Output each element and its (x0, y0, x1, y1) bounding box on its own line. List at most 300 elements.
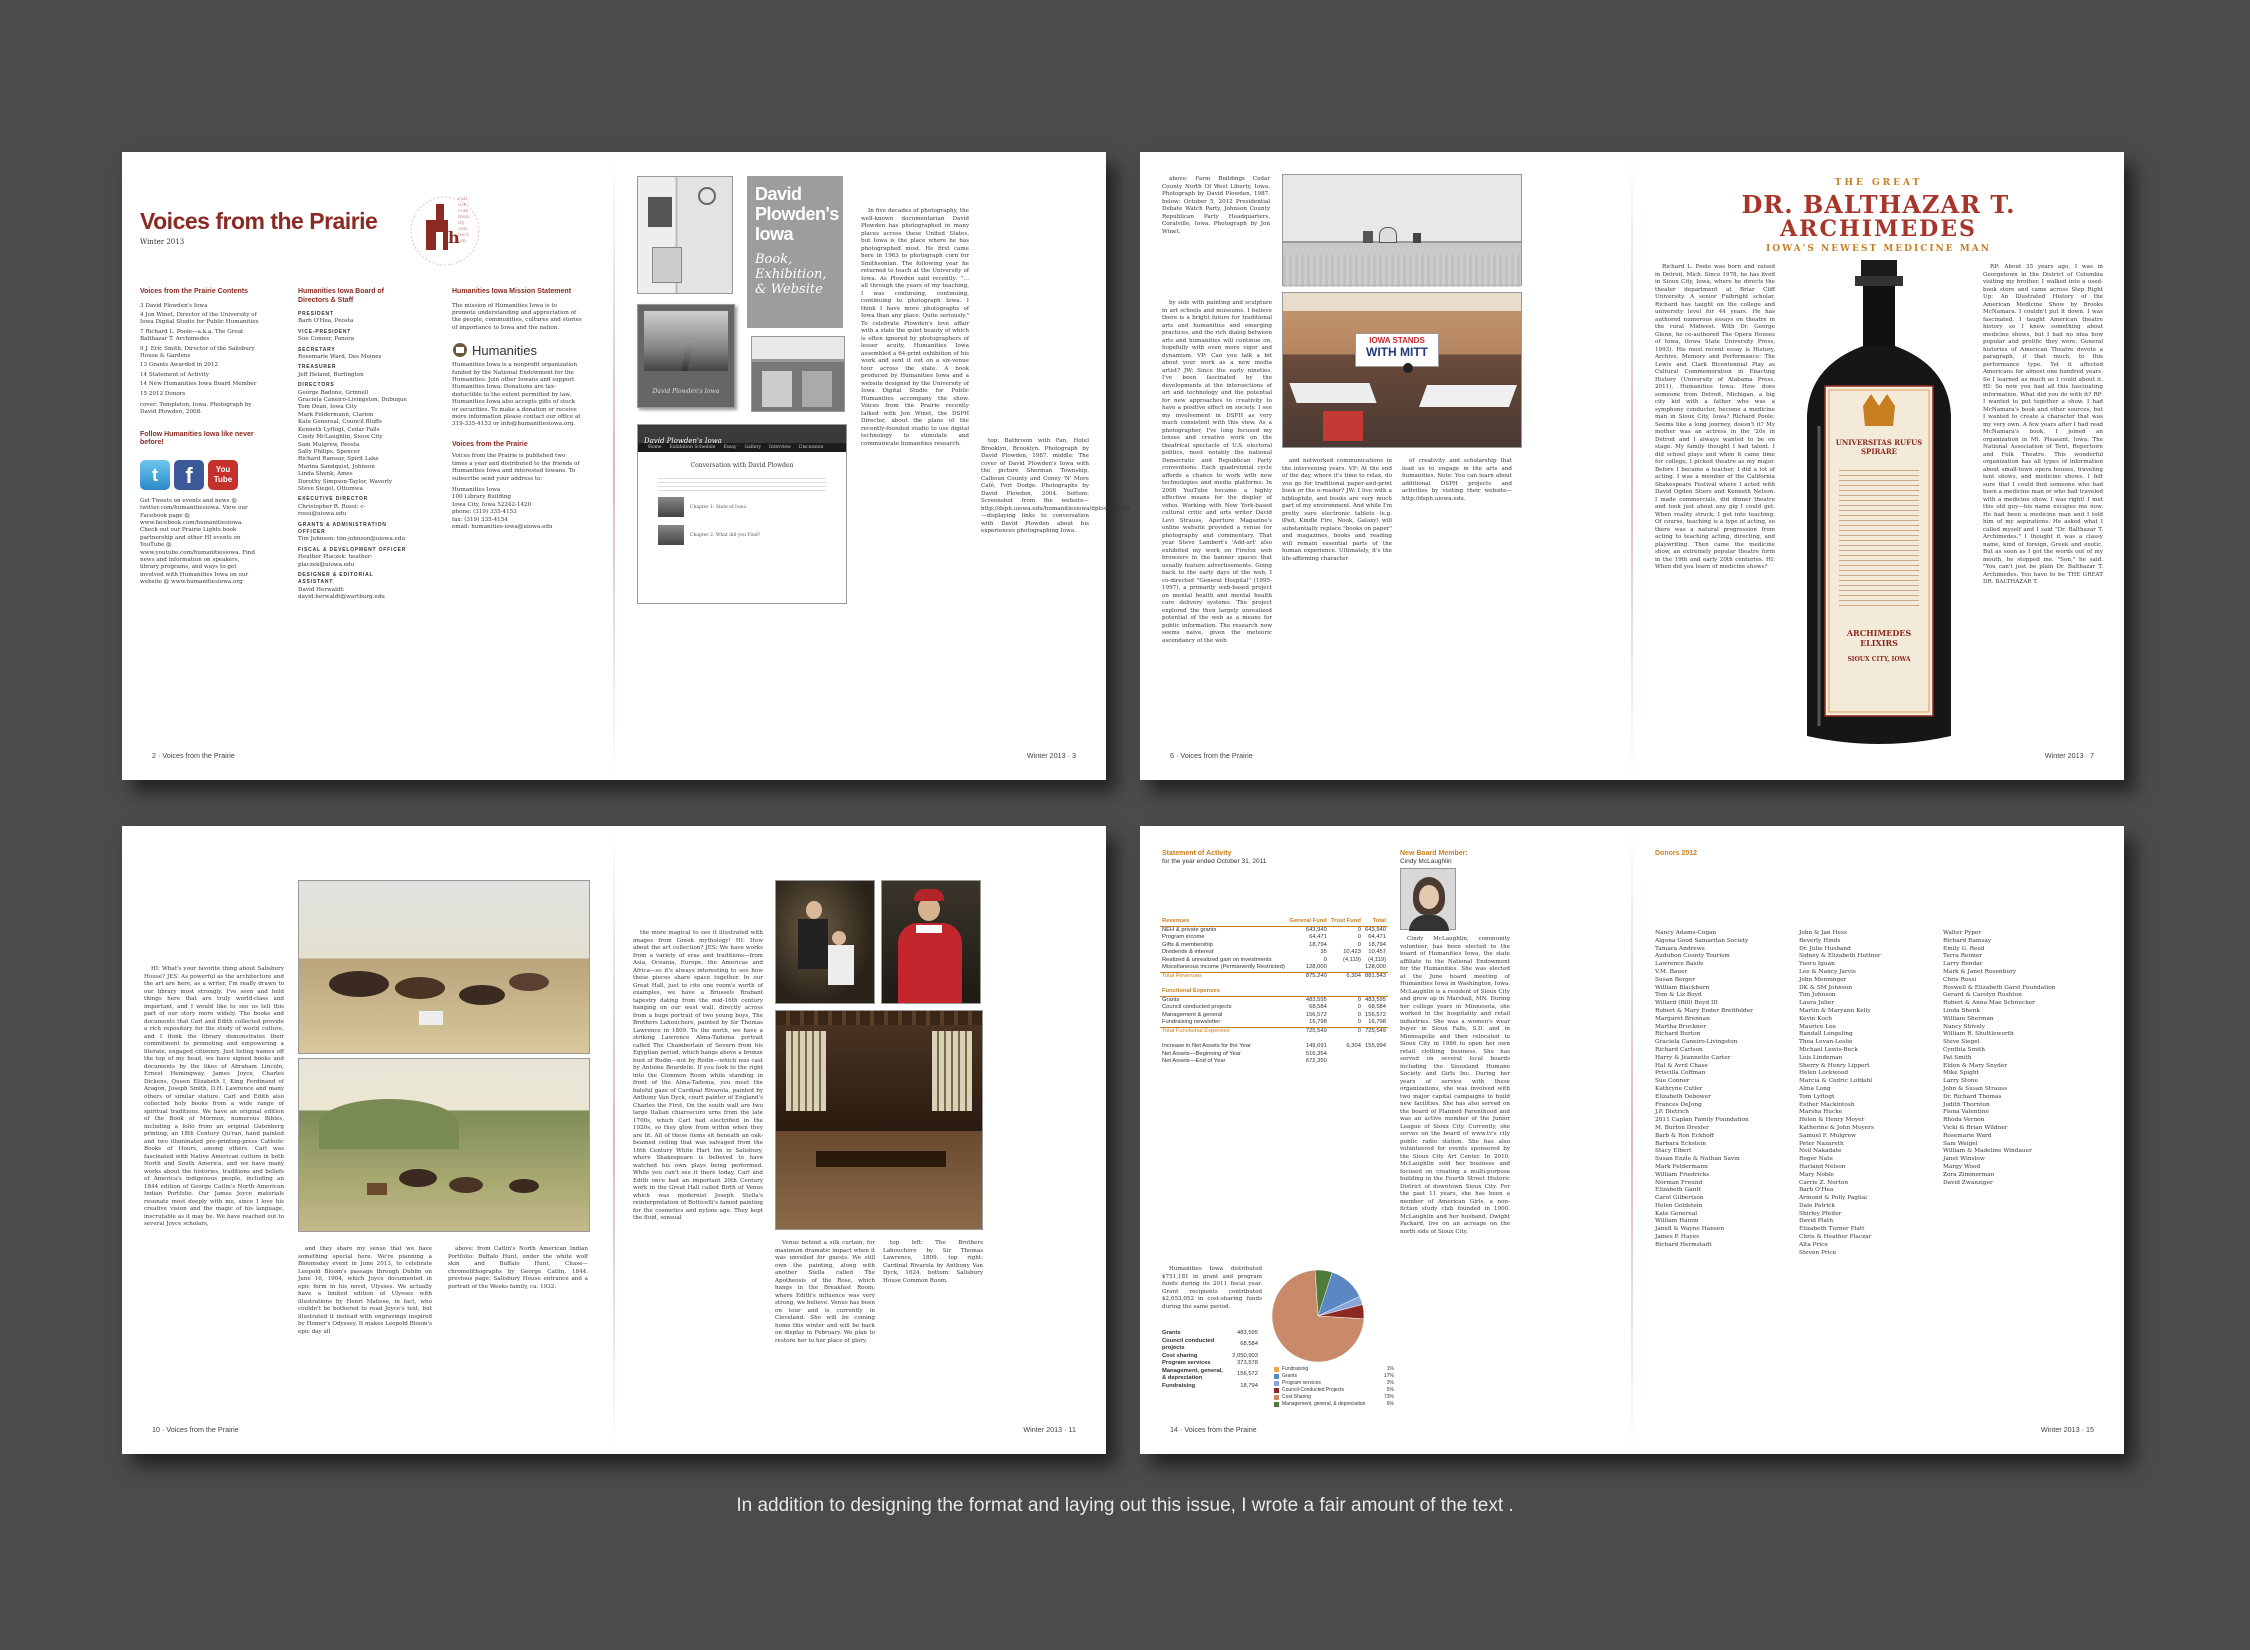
tagline: IOWA'S NEWEST MEDICINE MAN (1766, 244, 1991, 254)
legend-value: 73% (1383, 1394, 1394, 1400)
new-board-heading: New Board Member: (1400, 850, 1468, 857)
donor-name: John Menninger (1799, 976, 1847, 983)
spread-4 (1140, 826, 2124, 1454)
feature-subtitle: Book, Exhibition, & Website (755, 252, 827, 297)
donor-name: Janet Winslow (1943, 1156, 1985, 1163)
row-value (1363, 1051, 1388, 1059)
salisbury-col-4 (775, 1240, 875, 1416)
grant-summary-row (1160, 1353, 1260, 1361)
donor-name: Marcia & Cedric Lofdahl (1799, 1078, 1873, 1085)
board-member: Mark Feldermann, Clarion (298, 411, 374, 418)
donor-name: Neil Nakadate (1799, 1148, 1842, 1155)
neh-logo (452, 342, 582, 358)
donor-name: Peter Nazareth (1799, 1140, 1844, 1147)
row-label: Grants (1162, 1330, 1181, 1336)
bottle-label-1: UNIVERSITAS RUFUS SPIRARE (1835, 438, 1923, 456)
soa-subheading: for the year ended October 31, 2011 (1162, 858, 1267, 865)
donor-name: James P. Hayes (1655, 1234, 1700, 1241)
facebook-icon[interactable]: f (174, 460, 204, 490)
donor-name: Susan Enzle & Nathan Savin (1655, 1156, 1740, 1163)
donor-name: Graciela Caneiro-Livingston (1655, 1039, 1738, 1046)
donor-name: Sidney & Elizabeth Huttner (1799, 953, 1881, 960)
salisbury-col-3 (633, 930, 763, 1416)
humanities-logo (402, 188, 488, 274)
photo-captions-text: above: Farm Buildings Cedar County North Of West Liberty, Iowa. Photograph by David Plowden, 1987. below: October 5, 2012 Presidential Debate Watch Party, Johnson County Republican Party Headquarters, Coralville, Iowa. Photograph by Jon Winet. (1162, 176, 1270, 235)
legend-swatch (1274, 1402, 1279, 1407)
grant-summary-row (1160, 1360, 1260, 1368)
donor-name: Mark Feldermann (1655, 1163, 1708, 1170)
contents-list (140, 303, 260, 398)
donor-name: Yuoru Iguan (1799, 961, 1835, 968)
donor-name: Vicki & Brian Wildner (1943, 1124, 2008, 1131)
board-role: EXECUTIVE DIRECTOR (298, 496, 369, 503)
grant-summary-row (1160, 1338, 1260, 1353)
row-value: 68,584 (1309, 1004, 1327, 1010)
donor-name: Barb O'Hea (1799, 1187, 1834, 1194)
legend-entry (1274, 1401, 1394, 1408)
website-nav (638, 443, 846, 452)
feature-body-text: In five decades of photography, the well-known documentarian David Plowden has photographed in many places across these United States, but Iowa is the place where he has photographed most. He first came here in 1963 to photograph corn for Smithsonian. The following year he returned to teach at the University of Iowa. As Plowden said recently: "... all through the years of my teaching, I was continuing, continuing, continuing to photograph Iowa. I think I have more photographs of Iowa than any place. Quite seriously." To celebrate Plowden's love affair with a state the quiet beauty of which is often ignored by photographers of lesser acuity, Humanities Iowa assembled a 64-print exhibition of his work and sent it out on a six-venue tour across the state. A book produced by Humanities Iowa and a website designed by the University of Iowa Digital Studio for Public Humanities accompany the show. Voices from the Prairie recently talked with Jon Winet, the DSPH Director, about the plans of the recently-founded studio to use digital technology to stimulate and communicate humanities research. (861, 208, 969, 447)
row-value: 0 (1357, 996, 1361, 1003)
donor-name: William Sherman (1943, 1015, 1994, 1022)
spread-2 (1140, 152, 2124, 780)
donor-name: Lee & Nancy Jarvis (1799, 968, 1856, 975)
row-value: 0 (1357, 1011, 1361, 1018)
donor-name: Harry & Jeannette Carter (1655, 1054, 1731, 1061)
website-title: David Plowden's Iowa (644, 437, 722, 445)
donor-name: Nancy Shively (1943, 1023, 1986, 1030)
revenue-row (1160, 949, 1388, 957)
row-value: (4,119) (1342, 956, 1361, 963)
row-value: 68,584 (1240, 1341, 1258, 1348)
board-member: Dorothy Simpson-Taylor, Waverly (298, 478, 392, 485)
row-value: 64,471 (1309, 934, 1327, 940)
website-nav-item[interactable]: Discussion (798, 445, 824, 450)
donor-name: Steve Siegel (1943, 1039, 1980, 1046)
net-asset-rows (1160, 1043, 1388, 1066)
donor-name: Audubon County Tourism (1655, 953, 1730, 960)
board-member: Barb O'Hea, Peosta (298, 318, 354, 325)
row-value: 2,050,903 (1232, 1352, 1258, 1359)
exp-total-label: Total Functional Expenses (1162, 1027, 1230, 1034)
donor-name: Norman Freund (1655, 1179, 1703, 1186)
donor-name: Dr. Julie Husband (1799, 945, 1851, 952)
interview-col-1-text: by side with painting and sculpture in art schools and museums. I believe there is a bright future for traditional arts and humanities and emerging practices, and the rich dialog between arts and humanities will continue on, hopefully with even more vigor and dynamism. VP: Can you talk a bit about your work as a new media artist? JW: Since the early nineties, I've been fascinated by the developments at the intersections of art and technology and the potential for new approaches to creativity to have a positive effect on society. I see my involvement in DSPH as very much consistent with this view. As a photographer, I've long focused my lenses and creative work on the theatrical spectacle of U.S. electoral politics, most notably the national Democratic and Republican Party conventions. Each quadrennial cycle affords a chance to work with new technologies and media platforms. In 2008 YouTube became a highly effective means for the display of video. Working with New York-based cultural critic and arts writer David Levi Strauss, Aperture Magazine's online website provided a venue for photography and commentary. That year Steve Lambert's 'Add-art' also exhibited my work on Firefox web browsers in the banner spaces that usually feature advertisements. Going back to the early days of the web, I co-directed "General Hospital" (1995-1997), a primarily web-based project on mental health and mental health care delivery systems. The project explored the then largely unrealized potential of the web as a means for public information. The research now seems naive, given the meteoric ascendancy of the web (1162, 300, 1272, 644)
folio: 6 · Voices from the Prairie (1170, 751, 1253, 760)
board-member: Sam Mulgrew, Peosta (298, 441, 360, 448)
feature-captions-text: top: Bathroom with Fan, Hotel Brooklyn, Brooklyn. Photograph by David Plowden, 1987. middle: The cover of David Plowden's Iowa with the picture Sherman Township, Calhoun County and Coney 'N' More Café, Fort Dodge. Photographs by David Plowden, 2004. bottom: Screenshot from the website—http://dsph.uiowa.edu/humanitiesiowa/dplowden/wp/—displaying links to conversation with David Plowden about his experiences photographing Iowa. (981, 438, 1132, 534)
donor-name: M. Burton Drexler (1655, 1124, 1709, 1131)
donor-name: Helen & Henry Moyer (1799, 1117, 1865, 1124)
row-label: Gifts & membership (1162, 941, 1213, 948)
website-heading: Conversation with David Plowden (690, 462, 794, 469)
donor-name: Katherine & John Moyers (1799, 1124, 1874, 1131)
donor-name: Nancy Adams-Cogan (1655, 930, 1717, 936)
donor-name: Sam Weigel (1943, 1140, 1978, 1147)
website-item[interactable] (658, 525, 826, 545)
twitter-icon[interactable]: t (140, 460, 170, 490)
donor-name: Alta Price (1799, 1241, 1828, 1248)
revenue-row (1160, 934, 1388, 942)
row-value: 0 (1357, 926, 1361, 933)
board-role: DIRECTORS (298, 382, 335, 389)
donor-name: Elizabeth Debower (1655, 1093, 1711, 1100)
donor-name: Mike Spight (1943, 1070, 1979, 1077)
donor-name: Harland Nelson (1799, 1163, 1846, 1170)
donor-name: Terra Reimer (1943, 953, 1983, 960)
donor-name: Judith Thornton (1943, 1101, 1990, 1108)
board-member: Graciela Caneiro-Livingston, Dubuque (298, 397, 407, 404)
row-value: 643,940 (1365, 926, 1386, 933)
debate-watch-party-photo (1282, 292, 1522, 448)
legend-label: Program services (1282, 1380, 1321, 1386)
buffalo-hunt-painting-2 (298, 1058, 590, 1232)
website-item[interactable] (658, 497, 826, 517)
contents-item: 7 Richard L. Poole—a.k.a. The Great Balthazar T. Archimedes (140, 328, 244, 343)
donor-name: William Blackburn (1655, 984, 1710, 991)
board-member: Linda Shenk, Ames (298, 471, 353, 478)
donor-name: Kate Genereal (1655, 1210, 1698, 1217)
book-cover-title: David Plowden's Iowa (652, 388, 720, 395)
legend-entry (1274, 1373, 1394, 1380)
bottle-label-2: ARCHIMEDES ELIXIRS (1846, 628, 1912, 648)
donor-name: Larry Rendar (1943, 961, 1983, 968)
social-icons (140, 460, 260, 490)
donor-name: David Plath (1799, 1218, 1834, 1225)
row-value: 128,000 (1305, 964, 1327, 970)
col-trust: Trust Fund (1330, 918, 1361, 924)
row-label: Dividends & interest (1162, 949, 1214, 955)
website-nav-item[interactable]: Home (648, 445, 662, 450)
profile-col-1 (1655, 264, 1775, 742)
contents-item: 14 Statement of Activity (140, 371, 209, 378)
donor-name: Elizabeth Gantt (1655, 1187, 1701, 1194)
spread-3 (122, 826, 1106, 1454)
row-value: 0 (1323, 956, 1327, 963)
row-label: Net Assets—End of Year (1162, 1058, 1226, 1064)
board-member: Kate Genereal, Council Bluffs (298, 419, 382, 426)
interview-col-3 (1402, 458, 1512, 738)
page-14 (1140, 826, 1631, 1454)
row-value: 0 (1357, 1019, 1361, 1025)
donor-name: Frances DeJong (1655, 1101, 1702, 1108)
board-role: VICE-PRESIDENT (298, 328, 352, 335)
donor-name: Dr. Richard Thomas (1943, 1093, 2002, 1100)
new-board-name: Cindy McLaughlin (1400, 858, 1452, 865)
book-cover (637, 304, 735, 408)
page-6 (1140, 152, 1631, 780)
page-3 (615, 152, 1132, 780)
legend-label: Council-Conducted Projects (1282, 1387, 1344, 1393)
donor-name: Randall Lengeling (1799, 1031, 1853, 1038)
magazine-title: Voices from the Prairie (140, 208, 378, 234)
donor-name: Tom & Liz Boyd (1655, 992, 1702, 999)
donor-name: William Friedricks (1655, 1171, 1710, 1178)
doctor-name-line-1: DR. BALTHAZAR T. (1741, 190, 2016, 219)
donor-name: Tom Lyftogt (1799, 1093, 1835, 1100)
rev-total-trust: 6,304 (1346, 972, 1361, 979)
donors-column-2 (1799, 930, 1929, 1257)
net-asset-row (1160, 1058, 1388, 1066)
expense-row (1160, 996, 1388, 1004)
donor-name: Barb & Ron Eckhoff (1655, 1132, 1714, 1139)
contents-item: 15 2012 Donors (140, 390, 186, 397)
donor-name: Hal & Avril Chase (1655, 1062, 1708, 1069)
donor-name: Gerard & Carolyn Rushton (1943, 992, 2022, 999)
spread-1 (122, 152, 1132, 780)
contents-item: 13 Grants Awarded in 2012 (140, 362, 219, 369)
page-7 (1633, 152, 2124, 780)
donor-name: Tim Johnson (1799, 992, 1836, 999)
donor-name: Janell & Wayne Hansen (1655, 1226, 1725, 1233)
row-value: 149,691 (1305, 1043, 1327, 1049)
row-value: 128,000 (1365, 964, 1386, 970)
net-asset-row (1160, 1043, 1388, 1051)
address-line: Iowa City, Iowa 52242-1420 (452, 501, 532, 508)
board-heading: Humanities Iowa Board of Directors & Staff (298, 288, 384, 304)
feature-title: David Plowden's Iowa (755, 184, 839, 244)
row-value (1329, 1058, 1363, 1066)
row-value: 0 (1357, 941, 1361, 948)
board-role: PRESIDENT (298, 311, 334, 317)
art-captions (883, 1240, 983, 1340)
profile-col-2-text: RP: About 35 years ago, I was in Georgetown in the District of Columbia visiting my brother. I walked into a used-book store and came across Step Right Up: An Illustrated History of the American Medicine Show by Brooks McNamara. I couldn't put it down. I was fascinated. I taught American theatre history so I knew something about medicine shows, but I had no idea how popular and prolific they were. General histories of American Theatre devote a paragraph, if that much, to this performance type. Yet it affected Americans for almost one hundred years. So I learned as much as I could about it. HI: So now you had all this fascinating information. What did you do with it? RP: I wanted to put together a show. I had McNamara's book and other sources, but I wanted to create a character that was my very own. A few years after I had read McNamara's book, I joined an organization in Mt. Pleasant, Iowa: The National Association of Tent, Repertoire and Folk Theatre. This wonderful organization has all types of information about small-town opera houses, traveling tent shows, and medicine shows. I felt sure that I could find someone who had been a medicine man or who had traveled with a medicine show. I was right! I met this old guy—his name escapes me now. He had been a medicine man and I told him of my aspirations. He asked what I called myself and I said "Dr. Balthazar T. Archimedes." I thought it was a classy name, kind of foreign, Greek and exotic. But as soon as I got the words out of my mouth, he stopped me. "Son," he said. "You can't just be plain Dr. Balthazar T. Archimedes. You have to be THE GREAT DR. BALTHAZAR T. (1983, 264, 2103, 585)
row-value: 156,572 (1237, 1371, 1258, 1378)
donor-name: Pat Smith (1943, 1054, 1972, 1061)
revenue-total-row (1160, 972, 1388, 980)
doctor-name-line-2: ARCHIMEDES (1780, 216, 1977, 242)
donor-name: DK & SM Johnson (1799, 984, 1853, 991)
website-item-thumbnail (658, 525, 684, 545)
row-value: 18,794 (1368, 941, 1386, 948)
farm-photo (1282, 174, 1522, 286)
board-member: Cindy McLaughlin, Sioux City (298, 434, 383, 441)
cover-note: cover: Templeton, Iowa. Photograph by David Plowden, 2008. (140, 401, 252, 416)
board-member: Jeff Heland, Burlington (298, 371, 364, 378)
exp-heading: Functional Expenses (1162, 988, 1220, 994)
donor-name: Michael Lewis-Beck (1799, 1046, 1858, 1053)
expense-row (1160, 1012, 1388, 1020)
expense-row (1160, 1019, 1388, 1027)
row-label: Fundraising newsletter (1162, 1019, 1221, 1025)
follow-heading: Follow Humanities Iowa like never before! (140, 430, 254, 447)
donor-name: Walter Pyper (1943, 930, 1982, 936)
donor-name: Tamara Andrews (1655, 945, 1705, 952)
donor-name: Chris Rossi (1943, 976, 1977, 983)
contents-item: 4 Jon Winet, Director of the University of Iowa Digital Studio for Public Humanities (140, 311, 259, 326)
donor-name: Carol Gilbertson (1655, 1195, 1704, 1202)
feature-title-box (747, 176, 843, 328)
donor-name: Larry Stone (1943, 1078, 1978, 1085)
row-value: 10,457 (1368, 949, 1386, 955)
donor-name: Steven Price (1799, 1249, 1837, 1256)
page-15 (1633, 826, 2124, 1454)
address-line: Humanities Iowa (452, 486, 501, 493)
board-member-portrait (1400, 868, 1456, 930)
profile-col-2 (1983, 264, 2103, 742)
row-label: Management, general, & depreciation (1162, 1367, 1223, 1381)
donor-name: Esther Mackintosh (1799, 1101, 1855, 1108)
interview-col-2-text: and networked communications in the intervening years. VP: At the end of the day, where it's time to relax, do you go for traditional paper-and-print book or the e-reader? JW: I live with a bibliophile, and books are very much part of my environment. And while I'm pretty sure electronic tablets (e.g. iPad, Kindle Fire, Nook, Galaxy) will substantially replace "books on paper" and magazines, books and reading will remain essential parts of the human experience. Ultimately, it's the life-affirming character (1282, 458, 1392, 562)
rev-total-general: 875,240 (1305, 972, 1327, 979)
row-value: 0 (1357, 1004, 1361, 1010)
follow-text: Get Tweets on events and news @ twitter.com/humanitiesiowa. View our Facebook page @ www.facebook.com/humanitiesiowa. Check out our Prairie Lights book partnership and other HI events on YouTube @ www.youtube.com/humanitiesiowa. Find news and information on speakers, library programs, and ways to get involved with Humanities Iowa on our website @ www.humanitiesiowa.org (140, 497, 255, 586)
legend-value: 3% (1386, 1380, 1394, 1386)
website-nav-item[interactable]: Exhibition Schedule (669, 445, 716, 450)
row-label: Increase in Net Assets for the Year (1162, 1043, 1251, 1049)
legend-entry (1274, 1387, 1394, 1394)
logo-letter: h (448, 228, 460, 247)
row-value: 516,354 (1305, 1050, 1327, 1057)
donor-name: Linda Shenk (1943, 1007, 1980, 1014)
folio: 10 · Voices from the Prairie (152, 1425, 239, 1434)
board-member: George Badone, Grinnell (298, 389, 369, 396)
salisbury-captions-text: above: from Catlin's North American Indian Portfolio: Buffalo Hunt, under the white wolf skin and Buffalo Hunt, Chase—chromolithographs by George Catlin, 1844. previous page: Salisbury House entrance and a portrait of the Weeks family, ca. 1932. (448, 1246, 588, 1290)
donor-name: Fiona Valentine (1943, 1109, 1989, 1116)
donor-name: Richard Hermstadt (1655, 1241, 1712, 1248)
interview-col-2 (1282, 458, 1392, 738)
donor-name: Lawrence Basile (1655, 961, 1704, 968)
website-items (658, 497, 826, 545)
revenue-rows (1160, 926, 1388, 972)
donor-name: John & Jan Hess (1799, 930, 1847, 936)
board-member: Steve Siegel, Ottumwa (298, 485, 363, 492)
sign-line-1: IOWA STANDS (1369, 336, 1425, 345)
salisbury-col-3-text: the more magical to see it illustrated with images from Greek mythology! HI: How about the art collection? JES: We have works from a variety of eras and traditions—from Asia, Oceania, Europe, the Americas and Africa—so it's always interesting to see how these pieces share space together. In our Great Hall, just to cite one room's worth of examples, we have a Brussels Brabant tapestry dating from the mid-16th century hanging on our west wall, directly across from a huge portrait of two young boys, The Brothers Lahouchere, painted by Sir Thomas Lawrence in 1809. To the north, we have a striking Lawrence Alma-Tadema portrait called The Chamberlain of Severn from his Egyptian period, which hangs above a bronze bust of Rodin—not by Rodin—which was cast by Antoine Bourdelle. If you look to the right into the Common Room while standing in front of the Alma-Tadema, you meet the baleful gaze of Cardinal Rivarola, painted by Anthony Van Dyck, court painter of England's Charles the First. On the south wall are two large Italian chiaroscuro urns from the late 1700s, which Carl had electrified in the 1920s, so they glow from within when they are lit. All of these items sit beneath an oak-beamed ceiling that was salvaged from the 16th Century White Hart Inn in Salisbury, where Shakespeare is believed to have watched his own plays being performed. While you can't see it there today, Carl and Edith once had an important 20th Century work in the Great Hall called Birth of Venus which was modernist Joseph Stella's reinterpretation of Botticelli's famed painting for the cosmetics and nylons age. They kept the fluid, sensual (633, 930, 763, 1221)
logo-ring-text: culture · community · connection (458, 196, 470, 244)
board-member: Heather Placzek: heather-placzek@uiowa.edu (298, 554, 373, 568)
revenue-row (1160, 926, 1388, 934)
donor-name: Margaret Brennan (1655, 1015, 1710, 1022)
board-role: SECRETARY (298, 346, 336, 353)
pie-legend (1274, 1366, 1394, 1408)
donor-name: Eldon & Mary Snyder (1943, 1062, 2008, 1069)
donors-column-1 (1655, 930, 1785, 1250)
soa-heading: Statement of Activity (1162, 850, 1232, 857)
donor-name: 2011 Caplan Family Foundation (1655, 1117, 1749, 1124)
folio: Winter 2013 · 3 (1026, 751, 1076, 760)
donor-name: Sherry & Henry Lippert (1799, 1062, 1870, 1069)
contents-item: 14 New Humanities Iowa Board Member (140, 381, 257, 388)
row-label: NEH & private grants (1162, 926, 1217, 933)
row-label: Fundraising (1162, 1382, 1196, 1389)
website-nav-item[interactable]: Gallery (744, 445, 762, 450)
donor-name: Kathryne Cutler (1655, 1085, 1703, 1092)
contents-item: 3 David Plowden's Iowa (140, 302, 208, 309)
row-value: 68,584 (1368, 1004, 1386, 1010)
row-label: Miscellaneous income (Permanently Restricted) (1162, 964, 1285, 970)
contents-heading: Voices from the Prairie Contents (140, 288, 249, 295)
legend-value: 6% (1386, 1401, 1394, 1407)
legend-label: Fundraising (1282, 1366, 1309, 1372)
rev-total-label: Total Revenues (1162, 972, 1202, 979)
legend-value: 5% (1386, 1387, 1394, 1393)
donor-name: Mark & Janet Rosenbury (1943, 968, 2017, 975)
row-value: 18,794 (1309, 941, 1327, 948)
address-line: fax: (319) 335-4154 (452, 516, 508, 523)
donor-name: Priscilla Coffman (1655, 1070, 1706, 1077)
donor-name: Laura Julier (1799, 1000, 1835, 1007)
buffalo-hunt-painting-1 (298, 880, 590, 1054)
donor-name: William Hamm (1655, 1218, 1699, 1225)
legend-swatch (1274, 1367, 1279, 1372)
website-nav-item[interactable]: Essay (723, 445, 737, 450)
folio: 2 · Voices from the Prairie (152, 751, 235, 760)
row-label: Cost sharing (1162, 1352, 1198, 1359)
legend-label: Cost Sharing (1282, 1394, 1311, 1400)
row-value: 672,350 (1305, 1058, 1327, 1064)
address-line: email: humanities-iowa@uiowa.edu (452, 523, 553, 530)
board-member: Tim Johnson: tim-johnson@uiowa.edu (298, 536, 406, 543)
youtube-icon[interactable]: You Tube (208, 460, 238, 490)
net-asset-row (1160, 1051, 1388, 1059)
bathroom-photo (637, 176, 733, 294)
donor-name: Rosemarie Ward (1943, 1132, 1992, 1139)
board-role: DESIGNER & EDITORIAL ASSISTANT (298, 572, 374, 586)
row-value: 16,798 (1309, 1019, 1327, 1025)
salisbury-col-2-text: and they share my sense that we have something special here. We're planning a Bloomsday event in June 2013, to celebrate Leopold Bloom's passage through Dublin on June 16, 1904, which Joyce documented in epic form in his novel, Ulysses. We actually have a limited edition of Ulysses with illustrations by Henri Matisse, in fact, who couldn't be bothered to read Joyce's text, but illustrated it instead with engravings inspired by Homer's Odyssey. It makes Leopold Bloom's epic day all (298, 1246, 432, 1335)
donor-name: Carrie Z. Norton (1799, 1179, 1849, 1186)
legend-label: Management, general, & depreciation (1282, 1401, 1366, 1407)
donor-name: Cynthia Smith (1943, 1046, 1986, 1053)
row-value: 156,572 (1305, 1011, 1327, 1018)
exp-total-trust: 0 (1357, 1027, 1361, 1034)
page-2 (122, 152, 613, 780)
row-value: 16,798 (1368, 1019, 1386, 1025)
mission-text: The mission of Humanities Iowa is to promote understanding and appreciation of the people, communities, cultures and stories of importance to Iowa and the nation. (452, 302, 582, 331)
row-value: 156,572 (1365, 1011, 1386, 1018)
donor-name: V.M. Bauer (1655, 968, 1688, 975)
feature-body (861, 208, 969, 604)
row-value (1363, 1058, 1388, 1066)
folio: Winter 2013 · 11 (1023, 1425, 1076, 1434)
board-member: Kenneth Lyftogt, Cedar Falls (298, 426, 380, 433)
row-label: Program services (1162, 1360, 1211, 1366)
revenue-row (1160, 964, 1388, 972)
website-nav-item[interactable]: Interview (769, 445, 791, 450)
medicine-bottle-illustration (1789, 256, 1969, 754)
bottle-label-3: SIOUX CITY, IOWA (1847, 656, 1911, 663)
salisbury-col-4-text: Venus behind a silk curtain, for maximum dramatic impact when it was unveiled for guests. We still own the painting, along with another Stella called The Apotheosis of the Rose, which hangs in the Breakfast Room, where Edith's influence was very strong, we believe. Venus has been on tour and is currently in Cleveland. She will be coming home this winter and will be back on display in February. We plan to restore her to her place of glory. (775, 1240, 875, 1344)
donor-name: Marsha Hucke (1799, 1109, 1843, 1116)
donor-name: Beverly Hinds (1799, 937, 1841, 944)
board-member: Rosemarie Ward, Des Moines (298, 354, 382, 361)
salisbury-col-1 (144, 966, 284, 1416)
statement-of-activity-table (1160, 918, 1388, 1066)
donor-name: Emily G. Reed (1943, 945, 1985, 952)
row-value: 483,595 (1365, 996, 1386, 1003)
donor-name: J.P. Dietrich (1655, 1109, 1689, 1116)
donor-name: Robert & Anna Mae Schnucker (1943, 1000, 2035, 1007)
board-member: Tom Dean, Iowa City (298, 404, 357, 411)
grant-summary-row (1160, 1383, 1260, 1391)
feature-captions (981, 438, 1132, 604)
address-line: 100 Library Building (452, 494, 512, 501)
rev-total-total: 881,543 (1365, 972, 1386, 979)
exp-total-total: 725,549 (1365, 1027, 1386, 1034)
page-10 (122, 826, 613, 1454)
common-room-photo (775, 1010, 983, 1230)
revenue-row (1160, 942, 1388, 950)
legend-swatch (1274, 1388, 1279, 1393)
campaign-sign (1355, 333, 1439, 367)
donor-name: Susan Berger (1655, 976, 1696, 983)
brothers-lahouchere-portrait (775, 880, 875, 1004)
expense-total-row (1160, 1027, 1388, 1035)
donors-heading: Donors 2012 (1655, 850, 1698, 857)
donor-name: Maurice Lee (1799, 1023, 1836, 1030)
donor-name: Richard Carlson (1655, 1046, 1703, 1053)
